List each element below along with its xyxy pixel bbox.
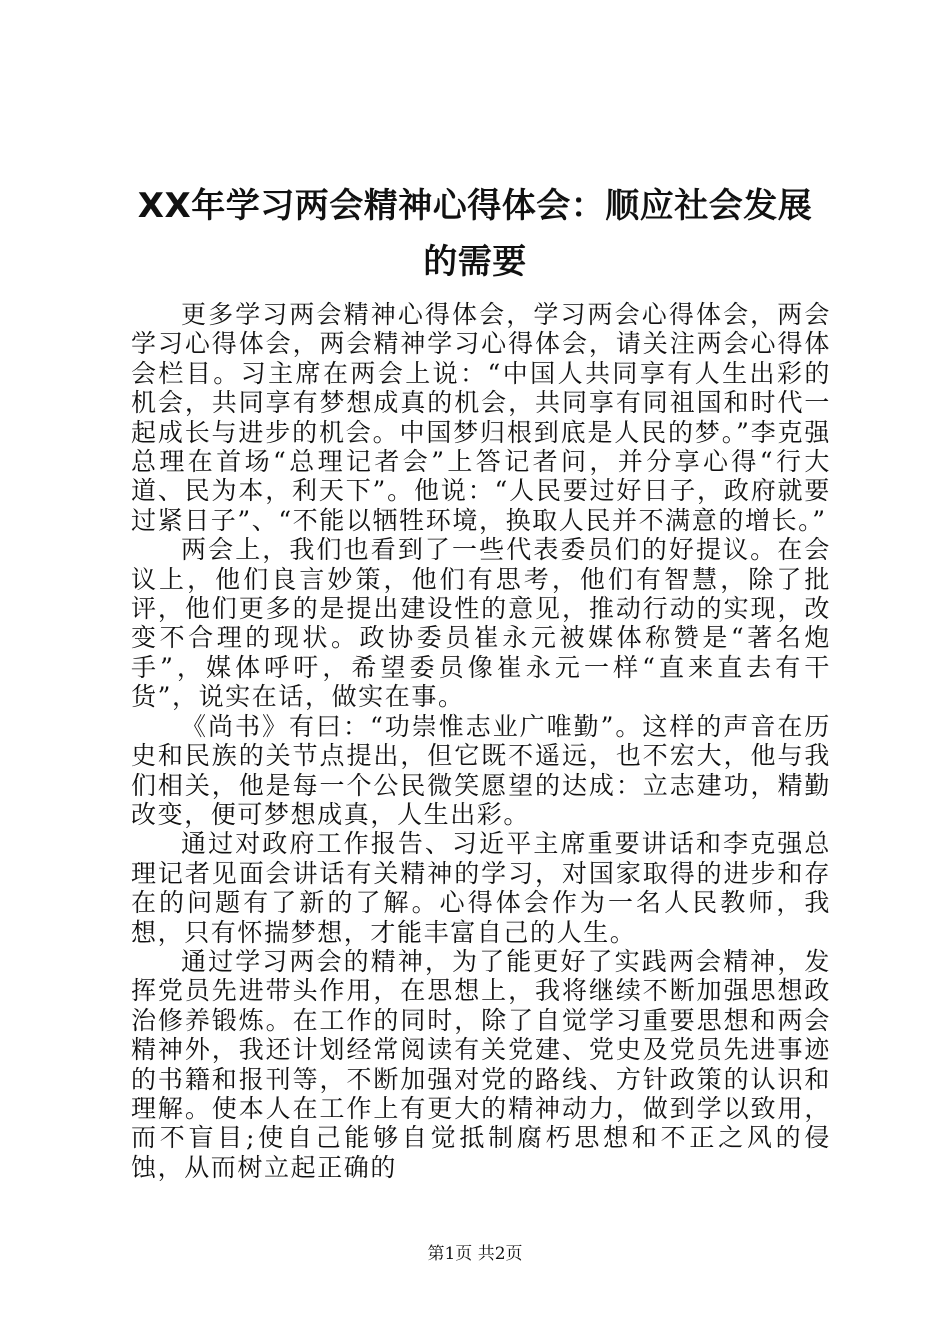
paragraph-4: 通过对政府工作报告、习近平主席重要讲话和李克强总理记者见面会讲话有关精神的学习，对国家取得的进步和存在的问题有了新的了解。心得体会作为一名人民教师，我想，只有怀揣梦想，才能丰富自己的人生。	[131, 829, 831, 947]
paragraph-3: 《尚书》有曰：“功崇惟志业广唯勤”。这样的声音在历史和民族的关节点提出，但它既不遥远，也不宏大，他与我们相关，他是每一个公民微笑愿望的达成：立志建功，精勤改变，便可梦想成真，人生出彩。	[131, 711, 831, 829]
paragraph-1: 更多学习两会精神心得体会，学习两会心得体会，两会学习心得体会，两会精神学习心得体会，请关注两会心得体会栏目。习主席在两会上说：“中国人共同享有人生出彩的机会，共同享有梦想成真的机会，共同享有同祖国和时代一起成长与进步的机会。中国梦归根到底是人民的梦。”李克强总理在首场“总理记者会”上答记者问，并分享心得“行大道、民为本，利天下”。他说：“人民要过好日子，政府就要过紧日子”、“不能以牺牲环境，换取人民并不满意的增长。”	[131, 300, 831, 535]
title-line-1: XX年学习两会精神心得体会：顺应社会发展	[137, 186, 813, 226]
paragraph-2: 两会上，我们也看到了一些代表委员们的好提议。在会议上，他们良言妙策，他们有思考，他们有智慧，除了批评，他们更多的是提出建设性的意见，推动行动的实现，改变不合理的现状。政协委员崔永元被媒体称赞是“著名炮手”，媒体呼吁，希望委员像崔永元一样“直来直去有干货”，说实在话，做实在事。	[131, 535, 831, 712]
document-body	[131, 300, 831, 1182]
page-number-footer: 第1页 共2页	[427, 1244, 523, 1264]
paragraph-5: 通过学习两会的精神，为了能更好了实践两会精神，发挥党员先进带头作用，在思想上，我将继续不断加强思想政治修养锻炼。在工作的同时，除了自觉学习重要思想和两会精神外，我还计划经常阅读有关党建、党史及党员先进事迹的书籍和报刊等，不断加强对党的路线、方针政策的认识和理解。使本人在工作上有更大的精神动力，做到学以致用，而不盲目;使自己能够自觉抵制腐朽思想和不正之风的侵蚀，从而树立起正确的	[131, 946, 831, 1182]
document-title	[120, 178, 830, 290]
title-line-2: 的需要	[423, 242, 527, 282]
